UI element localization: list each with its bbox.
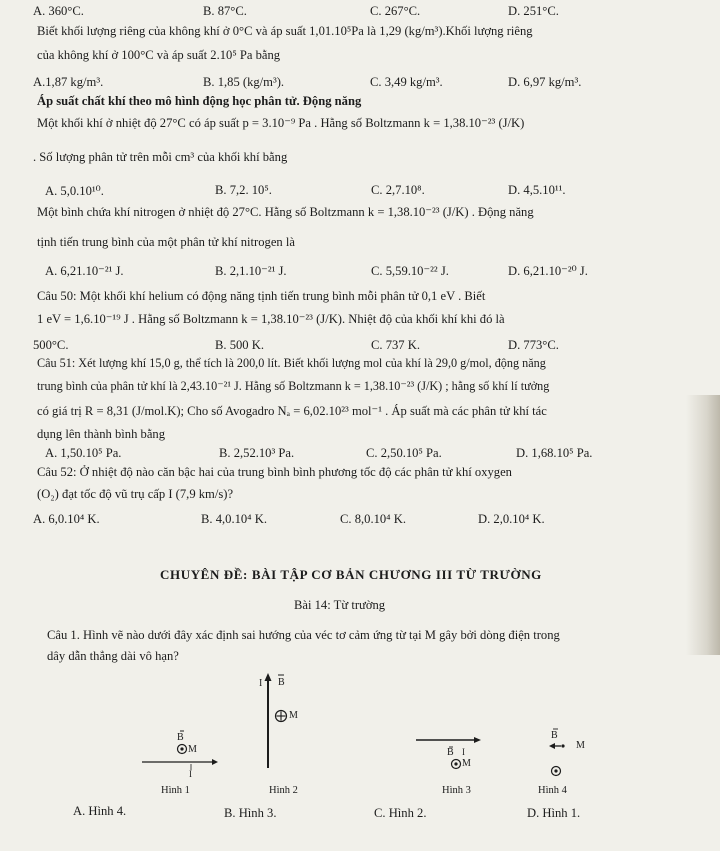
figure-caption: Hình 1 (161, 785, 190, 796)
option-d: D. 251°C. (508, 4, 559, 18)
figure-2-drawing (230, 668, 340, 794)
option-d: D. 4,5.10¹¹. (508, 183, 566, 197)
question-text: tịnh tiến trung bình của một phân tử khí nitrogen là (37, 235, 295, 249)
question-text: dây dẫn thẳng dài vô hạn? (47, 649, 179, 663)
option-a: A.1,87 kg/m³. (33, 75, 104, 89)
option-b: B. 7,2. 10⁵. (215, 183, 272, 197)
option-c: C. 267°C. (370, 4, 421, 18)
current-label: I (189, 769, 192, 779)
option-a: A. 360°C. (33, 4, 84, 18)
option-c: C. 8,0.10⁴ K. (340, 512, 406, 526)
question-text: . Số lượng phân tử trên mỗi cm³ của khối khí bằng (33, 150, 288, 164)
figure-caption: Hình 4 (538, 785, 567, 796)
b-vector-label: B (447, 747, 454, 758)
option-d: D. 773°C. (508, 338, 559, 352)
option-d: D. 2,0.10⁴ K. (478, 512, 545, 526)
figure-3 (410, 735, 520, 795)
option-a: A. 6,0.10⁴ K. (33, 512, 100, 526)
question-text: Một khối khí ở nhiệt độ 27°C có áp suất p = 3.10⁻⁹ Pa . Hằng số Boltzmann k = 1,38.10⁻²³ (J/K) (37, 116, 525, 130)
question-text: có giá trị R = 8,31 (J/mol.K); Cho số Avogadro Nₐ = 6,02.10²³ mol⁻¹ . Áp suất mà các phân tử khí tác (37, 404, 547, 418)
option-c: C. 5,59.10⁻²² J. (371, 264, 449, 278)
section-heading: Áp suất chất khí theo mô hình động học phân tử. Động năng (37, 94, 362, 108)
question-text: Câu 1. Hình vẽ nào dưới đây xác định sai hướng của véc tơ cảm ứng từ tại M gây bởi dòng điện trong (47, 628, 560, 642)
option-a: A. 1,50.10⁵ Pa. (45, 446, 122, 460)
lesson-title: Bài 14: Từ trường (294, 598, 386, 612)
figure-4 (525, 722, 625, 794)
question-text: Biết khối lượng riêng của không khí ở 0°C và áp suất 1,01.10⁵Pa là 1,29 (kg/m³).Khối lượng riêng (37, 24, 533, 38)
m-point-label: M (188, 744, 197, 755)
option-d: D. 1,68.10⁵ Pa. (516, 446, 593, 460)
b-vector-label: B (177, 732, 184, 743)
question-text: Câu 52: Ở nhiệt độ nào căn bậc hai của trung bình bình phương tốc độ các phân tử khí oxygen (37, 465, 512, 479)
m-point-label: M (576, 740, 585, 751)
figure-caption: Hình 3 (442, 785, 471, 796)
option-b: B. 2,52.10³ Pa. (219, 446, 295, 460)
option-b: B. 1,85 (kg/m³). (203, 75, 285, 89)
question-text: 1 eV = 1,6.10⁻¹⁹ J . Hằng số Boltzmann k = 1,38.10⁻²³ (J/K). Nhiệt độ của khối khí khi đó là (37, 312, 505, 326)
figure-1-drawing (100, 722, 220, 792)
page-edge-shadow (686, 395, 720, 655)
question-text: dụng lên thành bình bằng (37, 427, 166, 441)
figure-caption: Hình 2 (269, 785, 298, 796)
option-a: A. 5,0.10¹⁰. (45, 184, 104, 198)
figure-2 (230, 668, 340, 794)
option-b: B. Hình 3. (224, 806, 277, 820)
question-text: trung bình của phân tử khí là 2,43.10⁻²¹ J. Hằng số Boltzmann k = 1,38.10⁻²³ (J/K) ; hằng số khí lí tưởng (37, 379, 550, 393)
option-d: D. Hình 1. (527, 806, 581, 820)
question-text: (O₂) đạt tốc độ vũ trụ cấp I (7,9 km/s)? (37, 487, 234, 501)
chapter-title: CHUYÊN ĐỀ: BÀI TẬP CƠ BẢN CHƯƠNG III TỪ TRƯỜNG (160, 567, 542, 582)
current-label: I (259, 678, 263, 689)
b-vector-label: B (278, 677, 285, 688)
option-b: B. 87°C. (203, 4, 247, 18)
option-b: B. 500 K. (215, 338, 264, 352)
question-text: Câu 51: Xét lượng khí 15,0 g, thể tích là 200,0 lít. Biết khối lượng mol của khí là 29,0 g/mol, động năng (37, 356, 546, 370)
option-c: C. 3,49 kg/m³. (370, 75, 443, 89)
option-a: A. Hình 4. (73, 804, 127, 818)
question-text: Câu 50: Một khối khí helium có động năng tịnh tiến trung bình mỗi phân tử 0,1 eV . Biết (37, 289, 486, 303)
option-d: D. 6,97 kg/m³. (508, 75, 582, 89)
option-b: B. 2,1.10⁻²¹ J. (215, 264, 287, 278)
option-c: C. Hình 2. (374, 806, 427, 820)
b-vector-label: B (551, 730, 558, 741)
option-d: D. 6,21.10⁻²⁰ J. (508, 264, 588, 278)
current-label: I (462, 747, 465, 757)
figure-4-drawing (525, 722, 625, 794)
option-a: 500°C. (33, 338, 69, 352)
option-a: A. 6,21.10⁻²¹ J. (45, 264, 124, 278)
question-text: của không khí ở 100°C và áp suất 2.10⁵ Pa bằng (37, 48, 281, 62)
option-c: C. 737 K. (371, 338, 420, 352)
figure-1 (100, 722, 220, 796)
option-c: C. 2,7.10⁸. (371, 183, 425, 197)
m-point-label: M (289, 710, 298, 721)
question-text: Một bình chứa khí nitrogen ở nhiệt độ 27°C. Hằng số Boltzmann k = 1,38.10⁻²³ (J/K) . Động năng (37, 205, 534, 219)
m-point-label: M (462, 758, 471, 769)
option-c: C. 2,50.10⁵ Pa. (366, 446, 442, 460)
option-b: B. 4,0.10⁴ K. (201, 512, 267, 526)
